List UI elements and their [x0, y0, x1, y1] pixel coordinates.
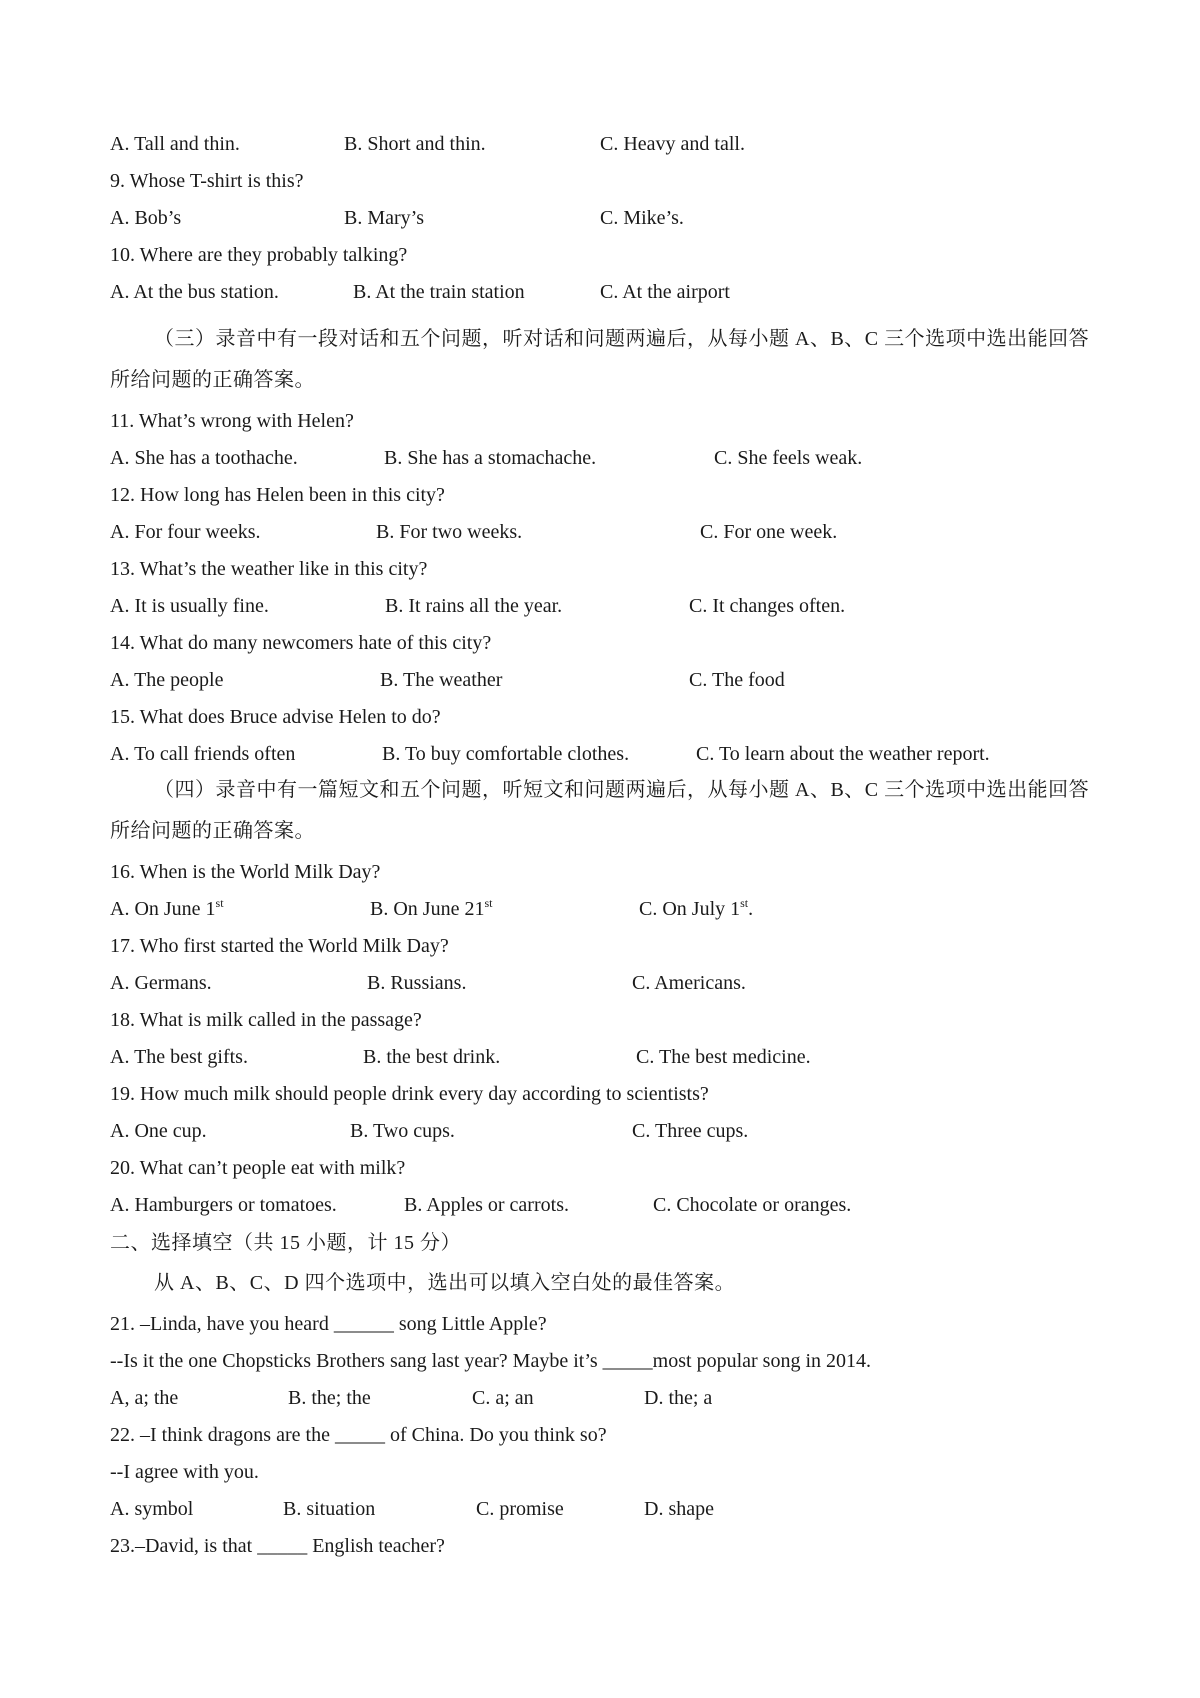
q9-option-a: A. Bob’s [110, 207, 182, 229]
q16-option-a-suffix: st [215, 896, 224, 910]
q11-question: 11. What’s wrong with Helen? [110, 410, 354, 432]
q15-question: 15. What does Bruce advise Helen to do? [110, 706, 441, 728]
q12-option-b: B. For two weeks. [376, 521, 523, 543]
q20-option-a: A. Hamburgers or tomatoes. [110, 1194, 337, 1216]
q19-question: 19. How much milk should people drink every day according to scientists? [110, 1083, 709, 1105]
q20-option-b: B. Apples or carrots. [404, 1194, 569, 1216]
q10-option-b: B. At the train station [353, 281, 525, 303]
q21-option-a: A, a; the [110, 1387, 179, 1409]
q12-option-c: C. For one week. [700, 521, 838, 543]
q17-question: 17. Who first started the World Milk Day? [110, 935, 449, 957]
q11-option-c: C. She feels weak. [714, 447, 863, 469]
q22-option-c: C. promise [476, 1498, 564, 1520]
q9-question: 9. Whose T-shirt is this? [110, 170, 304, 192]
q16-option-c: C. On July 1st. [639, 896, 754, 920]
q21-option-c: C. a; an [472, 1387, 534, 1409]
q22-option-a: A. symbol [110, 1498, 194, 1520]
q21-option-d: D. the; a [644, 1387, 713, 1409]
q18-option-b: B. the best drink. [363, 1046, 501, 1068]
q22-line2: --I agree with you. [110, 1461, 259, 1483]
q16-option-b: B. On June 21st [370, 896, 493, 920]
section4-instruction: （四）录音中有一篇短文和五个问题，听短文和问题两遍后，从每小题 A、B、C 三个选项中选出能回答所给问题的正确答案。 [110, 779, 1090, 842]
q18-question: 18. What is milk called in the passage? [110, 1009, 422, 1031]
q20-option-c: C. Chocolate or oranges. [653, 1194, 852, 1216]
q21-line2: --Is it the one Chopsticks Brothers sang last year? Maybe it’s _____most popular song in 2014. [110, 1350, 872, 1372]
part2-title: 二、选择填空（共 15 小题，计 15 分） [110, 1232, 461, 1254]
q17-option-b: B. Russians. [367, 972, 467, 994]
q9-option-b: B. Mary’s [344, 207, 424, 229]
q16-question: 16. When is the World Milk Day? [110, 861, 381, 883]
q22-line1: 22. –I think dragons are the _____ of China. Do you think so? [110, 1424, 607, 1446]
q14-option-a: A. The people [110, 669, 224, 691]
q11-option-b: B. She has a stomachache. [384, 447, 597, 469]
q8-option-c: C. Heavy and tall. [600, 133, 745, 155]
q15-option-b: B. To buy comfortable clothes. [382, 743, 630, 765]
q13-option-b: B. It rains all the year. [385, 595, 563, 617]
q12-question: 12. How long has Helen been in this city? [110, 484, 445, 506]
q14-option-c: C. The food [689, 669, 785, 691]
q17-option-a: A. Germans. [110, 972, 212, 994]
q13-question: 13. What’s the weather like in this city? [110, 558, 428, 580]
q22-option-d: D. shape [644, 1498, 714, 1520]
q21-option-b: B. the; the [288, 1387, 371, 1409]
q11-option-a: A. She has a toothache. [110, 447, 298, 469]
q10-option-c: C. At the airport [600, 281, 730, 303]
q21-line1: 21. –Linda, have you heard ______ song Little Apple? [110, 1313, 547, 1335]
q12-option-a: A. For four weeks. [110, 521, 261, 543]
q16-option-c-suffix: st [740, 896, 749, 910]
q13-option-a: A. It is usually fine. [110, 595, 269, 617]
q17-option-c: C. Americans. [632, 972, 746, 994]
q16-option-b-suffix: st [484, 896, 493, 910]
q23-line1: 23.–David, is that _____ English teacher? [110, 1535, 445, 1557]
q15-option-c: C. To learn about the weather report. [696, 743, 990, 765]
q8-option-b: B. Short and thin. [344, 133, 486, 155]
q22-option-b: B. situation [283, 1498, 376, 1520]
q10-option-a: A. At the bus station. [110, 281, 279, 303]
q16-option-a: A. On June 1st [110, 896, 224, 920]
q20-question: 20. What can’t people eat with milk? [110, 1157, 406, 1179]
part2-instruction: 从 A、B、C、D 四个选项中，选出可以填入空白处的最佳答案。 [154, 1272, 736, 1294]
q13-option-c: C. It changes often. [689, 595, 846, 617]
q15-option-a: A. To call friends often [110, 743, 296, 765]
q19-option-a: A. One cup. [110, 1120, 207, 1142]
q19-option-b: B. Two cups. [350, 1120, 455, 1142]
q10-question: 10. Where are they probably talking? [110, 244, 408, 266]
q8-option-a: A. Tall and thin. [110, 133, 240, 155]
q14-question: 14. What do many newcomers hate of this city? [110, 632, 492, 654]
section3-instruction: （三）录音中有一段对话和五个问题，听对话和问题两遍后，从每小题 A、B、C 三个选项中选出能回答所给问题的正确答案。 [110, 328, 1090, 391]
q9-option-c: C. Mike’s. [600, 207, 684, 229]
q14-option-b: B. The weather [380, 669, 503, 691]
q19-option-c: C. Three cups. [632, 1120, 749, 1142]
q18-option-a: A. The best gifts. [110, 1046, 248, 1068]
q18-option-c: C. The best medicine. [636, 1046, 811, 1068]
